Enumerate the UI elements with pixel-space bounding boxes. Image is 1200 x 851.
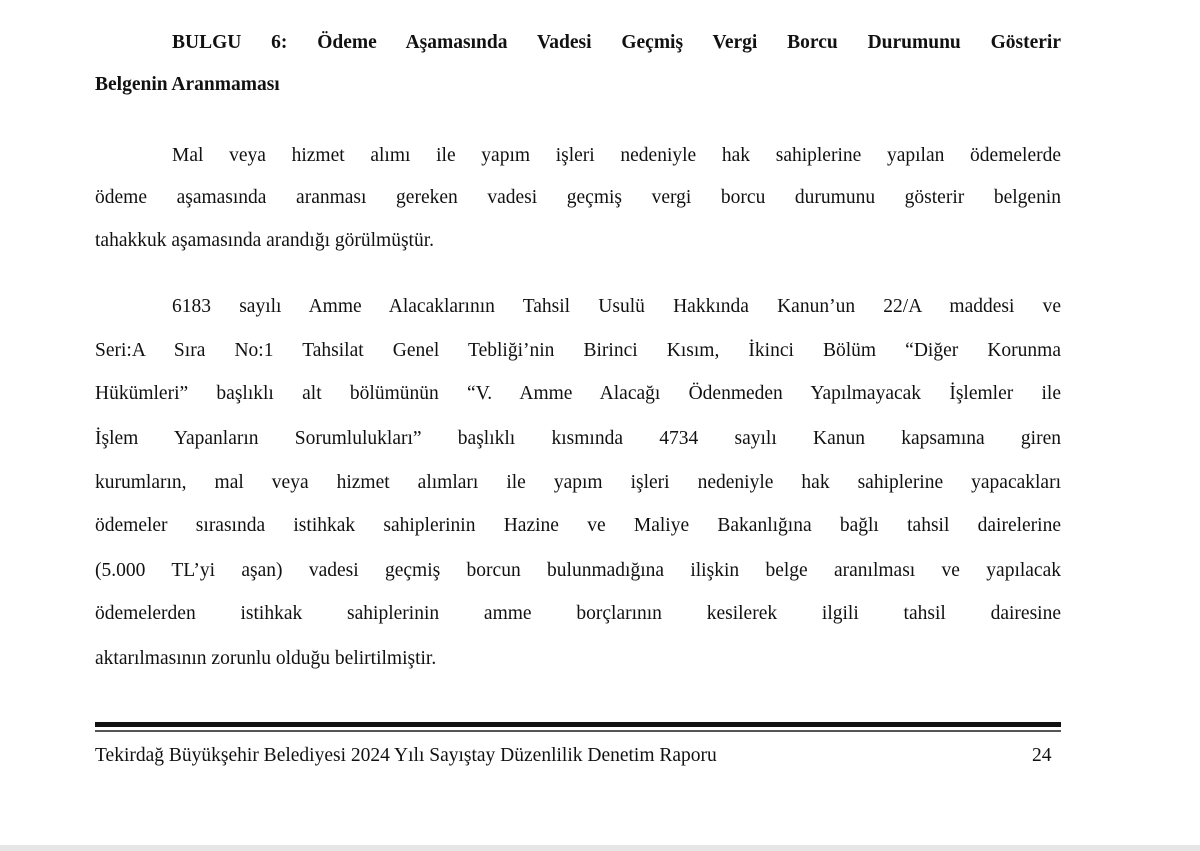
footer-divider-thin: [95, 730, 1061, 732]
paragraph-1-line: Mal veya hizmet alımı ile yapım işleri nedeniyle hak sahiplerine yapılan ödemelerde: [172, 145, 1061, 166]
paragraph-2-line: İşlem Yapanların Sorumlulukları” başlıklı kısmında 4734 sayılı Kanun kapsamına giren: [95, 428, 1061, 449]
page-bottom-edge: [0, 845, 1200, 851]
paragraph-2-line: ödemelerden istihkak sahiplerinin amme borçlarının kesilerek ilgili tahsil dairesine: [95, 603, 1061, 624]
page-number: 24: [1032, 745, 1052, 766]
paragraph-2-line: (5.000 TL’yi aşan) vadesi geçmiş borcun bulunmadığına ilişkin belge aranılması ve yapılacak: [95, 560, 1061, 581]
finding-heading-line-2: Belgenin Aranmaması: [95, 74, 280, 95]
paragraph-1-line: ödeme aşamasında aranması gereken vadesi geçmiş vergi borcu durumunu gösterir belgenin: [95, 187, 1061, 208]
paragraph-2-line: Seri:A Sıra No:1 Tahsilat Genel Tebliği’nin Birinci Kısım, İkinci Bölüm “Diğer Korunma: [95, 340, 1061, 361]
finding-heading-line-1: BULGU 6: Ödeme Aşamasında Vadesi Geçmiş Vergi Borcu Durumunu Gösterir: [172, 32, 1061, 53]
footer-divider-thick: [95, 722, 1061, 727]
paragraph-2-line: 6183 sayılı Amme Alacaklarının Tahsil Usulü Hakkında Kanun’un 22/A maddesi ve: [172, 296, 1061, 317]
paragraph-2-line: ödemeler sırasında istihkak sahiplerinin Hazine ve Maliye Bakanlığına bağlı tahsil dairelerine: [95, 515, 1061, 536]
paragraph-2-line: aktarılmasının zorunlu olduğu belirtilmiştir.: [95, 648, 437, 669]
footer-report-title: Tekirdağ Büyükşehir Belediyesi 2024 Yılı Sayıştay Düzenlilik Denetim Raporu: [95, 745, 717, 766]
paragraph-2-line: Hükümleri” başlıklı alt bölümünün “V. Amme Alacağı Ödenmeden Yapılmayacak İşlemler ile: [95, 383, 1061, 404]
paragraph-2-line: kurumların, mal veya hizmet alımları ile yapım işleri nedeniyle hak sahiplerine yapacakları: [95, 472, 1061, 493]
paragraph-1-line: tahakkuk aşamasında arandığı görülmüştür.: [95, 230, 435, 251]
